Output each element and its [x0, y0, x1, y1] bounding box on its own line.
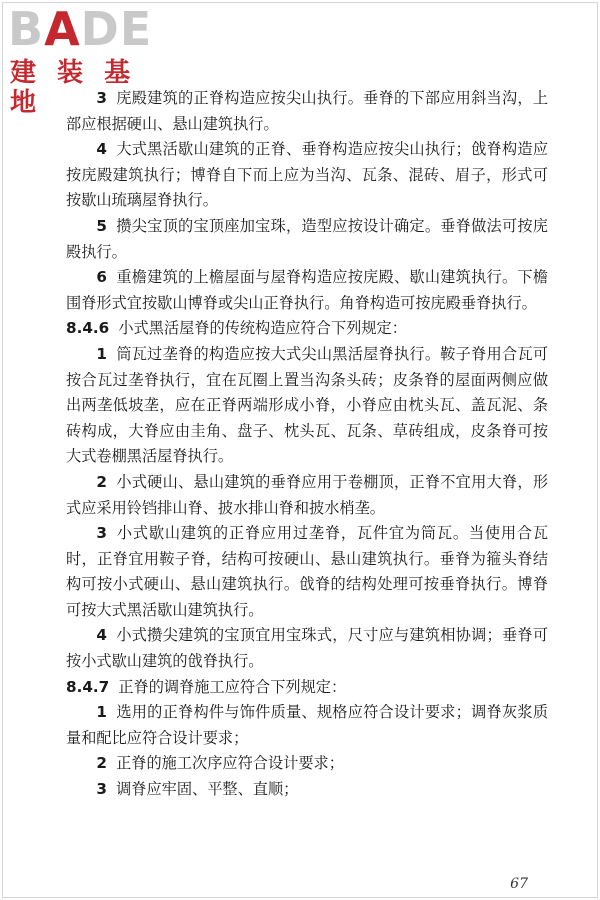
section-number: 8.4.7: [66, 677, 110, 696]
item-number: 1: [96, 344, 107, 363]
logo-letter-a: A: [44, 2, 81, 56]
section-8-4-6-heading: [66, 316, 548, 342]
item-number: 3: [96, 780, 107, 799]
item-number: 1: [96, 703, 107, 722]
item-number: 3: [96, 89, 107, 107]
logo-letter-b: B: [8, 2, 45, 56]
section-number: 8.4.6: [66, 319, 110, 338]
item-number: 4: [96, 626, 107, 645]
item-text: 大式黑活歇山建筑的正脊、垂脊构造应按尖山执行；戗脊构造应按庑殿建筑执行；博脊自下而上应为当沟、瓦条、混砖、眉子，形式可按歇山琉璃屋脊执行。: [66, 140, 548, 210]
section-text: 小式黑活屋脊的传统构造应符合下列规定：: [118, 319, 407, 338]
section-8-4-6-item-2: [66, 470, 548, 521]
item-number: 6: [96, 268, 107, 287]
item-text: 小式歇山建筑的正脊应用过垄脊，瓦件宜为筒瓦。当使用合瓦时，正脊宜用鞍子脊，结构可按硬山、悬山建筑执行。垂脊为箍头脊结构可按小式硬山、悬山建筑执行。戗脊的结构处理可按垂脊执行。博脊可按大式黑活歇山建筑执行。: [66, 524, 548, 619]
paragraph-5: [66, 214, 548, 265]
section-8-4-6-item-4: [66, 623, 548, 674]
section-8-4-6-item-1: [66, 342, 548, 470]
item-text: 攒尖宝顶的宝顶座加宝珠，造型应按设计确定。垂脊做法可按庑殿执行。: [66, 216, 548, 261]
section-text: 正脊的调脊施工应符合下列规定：: [118, 677, 347, 696]
section-8-4-6-item-3: [66, 521, 548, 623]
paragraph-4: [66, 137, 548, 214]
logo-chinese-name: 建 装 基 地: [10, 58, 137, 118]
item-text: 小式硬山、悬山建筑的垂脊应用于卷棚顶，正脊不宜用大脊，形式应采用铃铛排山脊、披水排山脊和披水梢垄。: [66, 472, 548, 517]
item-number: 3: [96, 524, 107, 543]
item-text: 筒瓦过垄脊的构造应按大式尖山黑活屋脊执行。鞍子脊用合瓦可按合瓦过垄脊执行，宜在瓦圈上置当沟条头砖；皮条脊的屋面两侧应做出两垄低坡垄，应在正脊两端形成小脊，小脊应由枕头瓦、盖瓦泥、条砖构成，大脊应由圭角、盘子、枕头瓦、瓦条、草砖组成，皮条脊可按大式卷棚黑活屋脊执行。: [66, 344, 548, 466]
section-8-4-7-item-1: [66, 700, 548, 751]
section-8-4-7-item-3: [66, 777, 548, 803]
item-text: 调脊应牢固、平整、直顺；: [116, 780, 299, 799]
page-number: 67: [510, 876, 528, 892]
item-text: 重檐建筑的上檐屋面与屋脊构造应按庑殿、歇山建筑执行。下檐围脊形式宜按歇山博脊或尖山正脊执行。角脊构造可按庑殿垂脊执行。: [66, 268, 548, 312]
section-8-4-7-item-2: [66, 751, 548, 777]
item-text: 正脊的施工次序应符合设计要求；: [116, 754, 344, 773]
item-number: 2: [96, 754, 107, 773]
bade-logo: [8, 2, 178, 118]
logo-wordmark: [8, 4, 152, 54]
paragraph-6: [66, 265, 548, 316]
item-text: 庑殿建筑的正脊构造应按尖山执行。垂脊的下部应用斜当沟，上部应根据硬山、悬山建筑执行。: [66, 89, 548, 133]
paragraph-3: [66, 86, 548, 137]
item-number: 5: [96, 216, 107, 235]
item-number: 4: [96, 140, 107, 159]
logo-letters-de: DE: [80, 2, 153, 56]
item-number: 2: [96, 472, 107, 491]
item-text: 小式攒尖建筑的宝顶宜用宝珠式，尺寸应与建筑相协调；垂脊可按小式歇山建筑的戗脊执行。: [66, 626, 548, 671]
document-body: [66, 86, 548, 803]
section-8-4-7-heading: [66, 675, 548, 701]
item-text: 选用的正脊构件与饰件质量、规格应符合设计要求；调脊灰浆质量和配比应符合设计要求；: [66, 703, 548, 747]
